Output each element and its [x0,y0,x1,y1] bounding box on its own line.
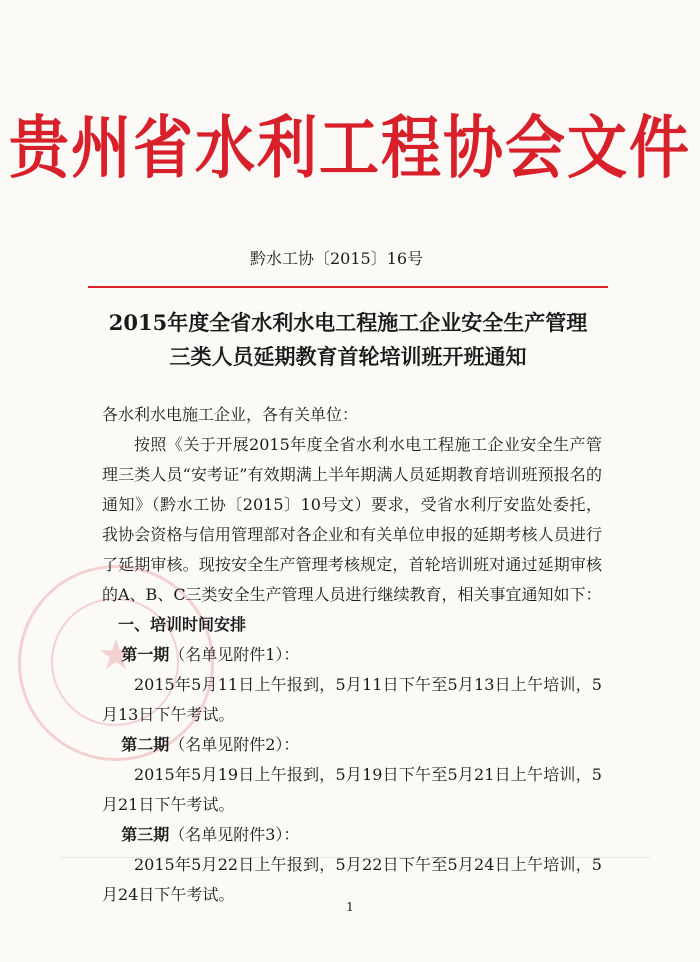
term3-schedule: 2015年5月22日上午报到，5月22日下午至5月24日上午培训，5月24日下午考试。 [102,855,602,904]
term2-schedule: 2015年5月19日上午报到，5月19日下午至5月21日上午培训，5月21日下午考试。 [102,765,602,814]
red-divider-line [88,286,608,288]
document-body [102,400,602,910]
document-title-line1: 2015年度全省水利水电工程施工企业安全生产管理 [108,310,588,335]
term1-note: （名单见附件1）： [169,645,300,664]
term2-label: 第二期 [121,735,170,754]
page-number: 1 [346,900,354,914]
term1-heading [102,640,602,670]
salutation: 各水利水电施工企业，各有关单位： [102,405,359,424]
document-masthead: 贵州省水利工程协会文件 [9,108,691,189]
term2-heading [102,730,602,760]
term1-schedule: 2015年5月11日上午报到，5月11日下午至5月13日上午培训，5月13日下午考试。 [102,675,602,724]
seal-star-icon: ★ [97,630,135,679]
term3-heading [102,820,602,850]
document-number: 黔水工协〔2015〕16号 [250,249,424,268]
intro-paragraph: 按照《关于开展2015年度全省水利水电工程施工企业安全生产管理三类人员“安考证”有效期满上半年期满人员延期教育培训班预报名的通知》（黔水工协〔2015〕10号文）要求，受省水利厅安监处委托，我协会资格与信用管理部对各企业和有关单位申报的延期考核人员进行了延期审核。现按安全生产管理考核规定，首轮培训班对通过延期审核的A、B、C三类安全生产管理人员进行继续教育，相关事宜通知如下： [102,435,602,604]
section-heading-training-schedule: 一、培训时间安排 [118,615,247,634]
term2-note: （名单见附件2）： [169,735,300,754]
term3-label: 第三期 [121,825,170,844]
document-title-line2: 三类人员延期教育首轮培训班开班通知 [169,344,527,369]
term1-label: 第一期 [121,645,170,664]
term3-note: （名单见附件3）： [169,825,300,844]
